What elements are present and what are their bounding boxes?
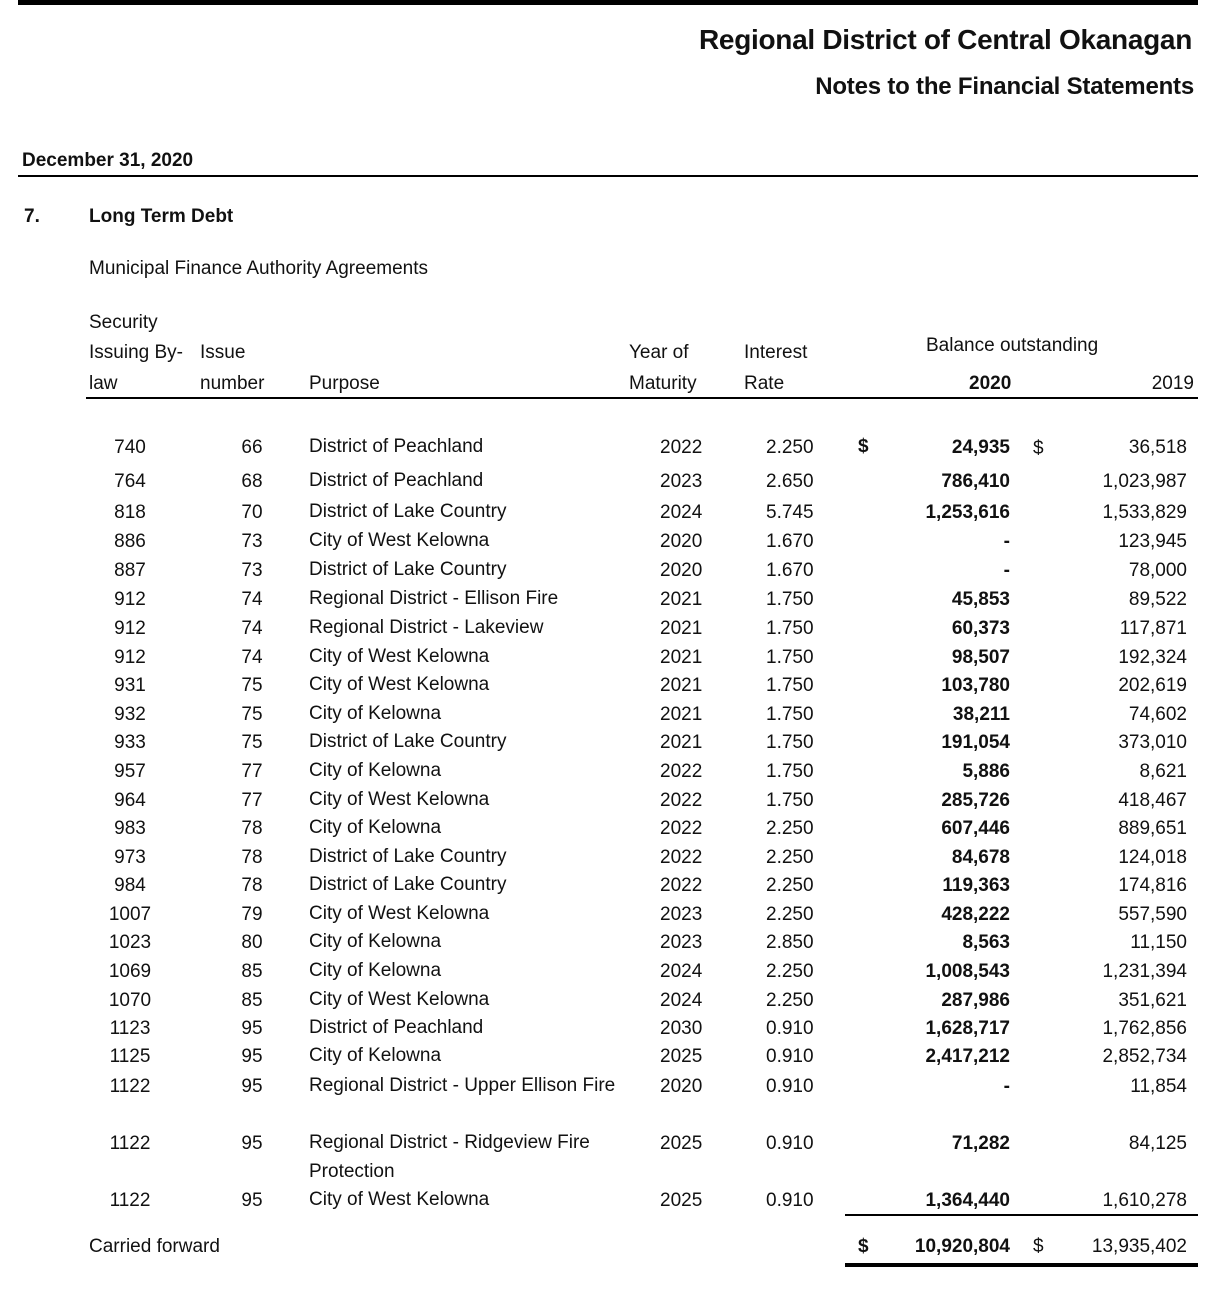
balance-2020-cell: 98,507 [951, 647, 1010, 668]
issue-number-cell: 75 [241, 732, 263, 753]
balance-2020-cell: - [1003, 1076, 1010, 1097]
balance-2020-cell: 191,054 [941, 732, 1010, 753]
top-rule [18, 0, 1198, 5]
bylaw-cell: 973 [114, 847, 146, 868]
purpose-cell: City of Kelowna [309, 703, 442, 724]
balance-2019-cell: 192,324 [1118, 647, 1187, 668]
balance-2020-cell: 60,373 [951, 618, 1010, 639]
maturity-year-cell: 2025 [660, 1133, 703, 1154]
purpose-cell: City of West Kelowna [309, 674, 490, 695]
balance-2020-cell: - [1003, 531, 1010, 552]
issue-number-cell: 73 [241, 531, 263, 552]
purpose-cell: District of Peachland [309, 436, 484, 457]
issue-number-cell: 77 [241, 790, 263, 811]
balance-2019-cell: 2,852,734 [1102, 1046, 1187, 1067]
maturity-year-cell: 2020 [660, 1076, 703, 1097]
header-2020: 2020 [969, 373, 1012, 394]
bylaw-cell: 1122 [109, 1076, 151, 1097]
balance-2019-cell: 1,533,829 [1102, 502, 1187, 523]
maturity-year-cell: 2030 [660, 1018, 703, 1039]
purpose-cell: City of West Kelowna [309, 1189, 490, 1210]
header-balance-outstanding: Balance outstanding [926, 335, 1099, 356]
balance-2020-cell: 84,678 [951, 847, 1010, 868]
purpose-cell: City of Kelowna [309, 960, 442, 981]
interest-rate-cell: 0.910 [766, 1018, 814, 1039]
balance-2020-cell: 1,628,717 [925, 1018, 1010, 1039]
interest-rate-cell: 2.250 [766, 875, 814, 896]
interest-rate-cell: 2.250 [766, 904, 814, 925]
balance-2019-cell: 351,621 [1118, 990, 1187, 1011]
header-bylaw-line3: law [89, 373, 118, 394]
interest-rate-cell: 0.910 [766, 1046, 814, 1067]
issue-number-cell: 85 [241, 990, 263, 1011]
interest-rate-cell: 0.910 [766, 1190, 814, 1211]
purpose-cell: District of Lake Country [309, 731, 507, 752]
maturity-year-cell: 2023 [660, 932, 703, 953]
section-subtitle: Municipal Finance Authority Agreements [89, 258, 429, 279]
interest-rate-cell: 1.750 [766, 732, 814, 753]
balance-2019-cell: 373,010 [1118, 732, 1187, 753]
header-bottom-rule [86, 397, 1198, 399]
maturity-year-cell: 2022 [660, 761, 703, 782]
balance-2020-cell: 5,886 [962, 761, 1010, 782]
bylaw-cell: 933 [114, 732, 146, 753]
purpose-cell: City of Kelowna [309, 760, 442, 781]
purpose-cell: District of Peachland [309, 470, 484, 491]
bylaw-cell: 764 [114, 471, 146, 492]
balance-2019-cell: 889,651 [1118, 818, 1187, 839]
balance-2020-cell: - [1003, 560, 1010, 581]
purpose-cell: City of West Kelowna [309, 530, 490, 551]
maturity-year-cell: 2021 [660, 589, 703, 610]
header-year-line2: Maturity [629, 373, 697, 394]
purpose-cell: District of Lake Country [309, 559, 507, 580]
maturity-year-cell: 2022 [660, 790, 703, 811]
maturity-year-cell: 2021 [660, 647, 703, 668]
issue-number-cell: 95 [241, 1190, 263, 1211]
bylaw-cell: 984 [114, 875, 146, 896]
bylaw-cell: 912 [114, 618, 146, 639]
bylaw-cell: 1122 [109, 1190, 151, 1211]
balance-2020-cell: 2,417,212 [925, 1046, 1010, 1067]
maturity-year-cell: 2024 [660, 961, 703, 982]
balance-2020-cell: 1,253,616 [925, 502, 1010, 523]
bylaw-cell: 818 [114, 502, 146, 523]
balance-2019-cell: 84,125 [1128, 1133, 1187, 1154]
issue-number-cell: 95 [241, 1076, 263, 1097]
maturity-year-cell: 2021 [660, 675, 703, 696]
purpose-cell: District of Lake Country [309, 846, 507, 867]
interest-rate-cell: 1.750 [766, 761, 814, 782]
header-bylaw-line1: Security [89, 312, 158, 333]
balance-2019-cell: 1,231,394 [1102, 961, 1187, 982]
total-double-rule [845, 1263, 1198, 1267]
purpose-cell: City of West Kelowna [309, 989, 490, 1010]
issue-number-cell: 75 [241, 704, 263, 725]
maturity-year-cell: 2020 [660, 560, 703, 581]
balance-2019-cell: 1,762,856 [1102, 1018, 1187, 1039]
interest-rate-cell: 2.250 [766, 437, 814, 458]
maturity-year-cell: 2025 [660, 1046, 703, 1067]
header-year-line1: Year of [629, 342, 689, 363]
issue-number-cell: 95 [241, 1046, 263, 1067]
bylaw-cell: 931 [114, 675, 146, 696]
balance-2020-cell: 1,364,440 [925, 1190, 1010, 1211]
purpose-cell: City of West Kelowna [309, 646, 490, 667]
balance-2020-cell: 607,446 [941, 818, 1010, 839]
bylaw-cell: 1023 [108, 932, 152, 953]
purpose-cell: Regional District - Ellison Fire [309, 588, 559, 609]
balance-2020-cell: 24,935 [951, 437, 1010, 458]
purpose-cell: Regional District - Upper Ellison Fire [309, 1075, 616, 1096]
header-rate-line1: Interest [744, 342, 808, 363]
total-2019: 13,935,402 [1091, 1236, 1187, 1257]
header-issue-line1: Issue [200, 342, 246, 363]
maturity-year-cell: 2023 [660, 904, 703, 925]
maturity-year-cell: 2021 [660, 732, 703, 753]
issue-number-cell: 78 [241, 847, 263, 868]
bylaw-cell: 1122 [109, 1133, 151, 1154]
subtotal-rule [845, 1214, 1198, 1216]
purpose-cell: City of West Kelowna [309, 903, 490, 924]
maturity-year-cell: 2020 [660, 531, 703, 552]
balance-2020-cell: 786,410 [941, 471, 1010, 492]
maturity-year-cell: 2025 [660, 1190, 703, 1211]
balance-2019-cell: 8,621 [1139, 761, 1187, 782]
purpose-cell: City of Kelowna [309, 1045, 442, 1066]
issue-number-cell: 78 [241, 818, 263, 839]
purpose-cell: Regional District - Lakeview [309, 617, 544, 638]
balance-2019-cell: 123,945 [1118, 531, 1187, 552]
total-2020: 10,920,804 [914, 1236, 1010, 1257]
maturity-year-cell: 2021 [660, 704, 703, 725]
section-title: Long Term Debt [89, 206, 234, 227]
issue-number-cell: 66 [241, 437, 263, 458]
issue-number-cell: 74 [241, 647, 263, 668]
interest-rate-cell: 1.750 [766, 675, 814, 696]
interest-rate-cell: 1.750 [766, 589, 814, 610]
bylaw-cell: 964 [114, 790, 146, 811]
bylaw-cell: 740 [114, 437, 146, 458]
purpose-cell: District of Lake Country [309, 501, 507, 522]
balance-2019-cell: 1,023,987 [1102, 471, 1187, 492]
bylaw-cell: 932 [114, 704, 146, 725]
balance-2020-cell: 287,986 [941, 990, 1010, 1011]
issue-number-cell: 70 [241, 502, 263, 523]
balance-2019-cell: 89,522 [1128, 589, 1187, 610]
balance-2019-cell: 117,871 [1119, 618, 1187, 639]
balance-2020-cell: 45,853 [951, 589, 1010, 610]
total-label: Carried forward [89, 1236, 220, 1257]
balance-2019-cell: 418,467 [1118, 790, 1187, 811]
interest-rate-cell: 1.670 [766, 560, 814, 581]
document-title: Notes to the Financial Statements [815, 73, 1194, 100]
header-purpose: Purpose [309, 373, 380, 394]
organization-name: Regional District of Central Okanagan [699, 24, 1192, 55]
purpose-cell: District of Peachland [309, 1017, 484, 1038]
issue-number-cell: 74 [241, 589, 263, 610]
interest-rate-cell: 2.250 [766, 818, 814, 839]
balance-2019-cell: 74,602 [1128, 704, 1187, 725]
interest-rate-cell: 2.250 [766, 847, 814, 868]
balance-2020-cell: 103,780 [941, 675, 1010, 696]
purpose-cell: City of Kelowna [309, 817, 442, 838]
statement-date: December 31, 2020 [22, 150, 194, 171]
issue-number-cell: 77 [241, 761, 263, 782]
balance-2019-cell: 11,854 [1130, 1076, 1187, 1097]
maturity-year-cell: 2022 [660, 437, 703, 458]
bylaw-cell: 912 [114, 589, 146, 610]
bylaw-cell: 912 [114, 647, 146, 668]
balance-2019-cell: 174,816 [1118, 875, 1187, 896]
balance-2019-cell: 36,518 [1128, 437, 1187, 458]
interest-rate-cell: 2.850 [766, 932, 814, 953]
issue-number-cell: 74 [241, 618, 263, 639]
interest-rate-cell: 2.650 [766, 471, 814, 492]
interest-rate-cell: 1.750 [766, 790, 814, 811]
balance-2020-cell: 119,363 [942, 875, 1010, 896]
balance-2020-cell: 71,282 [951, 1133, 1010, 1154]
maturity-year-cell: 2021 [660, 618, 703, 639]
purpose-cell: City of Kelowna [309, 931, 442, 952]
header-bylaw-line2: Issuing By- [89, 342, 183, 363]
interest-rate-cell: 1.750 [766, 647, 814, 668]
interest-rate-cell: 2.250 [766, 990, 814, 1011]
currency-symbol-2019: $ [1033, 438, 1044, 459]
purpose-cell: City of West Kelowna [309, 789, 490, 810]
section-number: 7. [24, 206, 40, 227]
bylaw-cell: 1123 [109, 1018, 151, 1039]
header-rate-line2: Rate [744, 373, 785, 394]
bylaw-cell: 1007 [108, 904, 152, 925]
issue-number-cell: 79 [241, 904, 263, 925]
currency-symbol-2020: $ [858, 436, 869, 457]
bylaw-cell: 957 [114, 761, 146, 782]
header-2019: 2019 [1151, 373, 1194, 394]
balance-2019-cell: 557,590 [1118, 904, 1187, 925]
balance-2020-cell: 8,563 [962, 932, 1010, 953]
interest-rate-cell: 0.910 [766, 1133, 814, 1154]
interest-rate-cell: 2.250 [766, 961, 814, 982]
maturity-year-cell: 2022 [660, 847, 703, 868]
balance-2020-cell: 428,222 [941, 904, 1010, 925]
balance-2019-cell: 1,610,278 [1102, 1190, 1187, 1211]
bylaw-cell: 1070 [108, 990, 152, 1011]
issue-number-cell: 95 [241, 1133, 263, 1154]
balance-2019-cell: 202,619 [1118, 675, 1187, 696]
bylaw-cell: 983 [114, 818, 146, 839]
header-rule [18, 175, 1198, 177]
issue-number-cell: 73 [241, 560, 263, 581]
issue-number-cell: 78 [241, 875, 263, 896]
maturity-year-cell: 2023 [660, 471, 703, 492]
interest-rate-cell: 1.750 [766, 704, 814, 725]
balance-2020-cell: 285,726 [941, 790, 1010, 811]
issue-number-cell: 85 [241, 961, 263, 982]
bylaw-cell: 1069 [108, 961, 152, 982]
issue-number-cell: 95 [241, 1018, 263, 1039]
interest-rate-cell: 0.910 [766, 1076, 814, 1097]
total-currency-2020: $ [858, 1236, 869, 1257]
bylaw-cell: 886 [114, 531, 146, 552]
bylaw-cell: 887 [114, 560, 146, 581]
maturity-year-cell: 2024 [660, 502, 703, 523]
purpose-cell: Regional District - Ridgeview Fire Protection [309, 1132, 590, 1182]
header-issue-line2: number [200, 373, 265, 394]
maturity-year-cell: 2024 [660, 990, 703, 1011]
issue-number-cell: 75 [241, 675, 263, 696]
interest-rate-cell: 1.750 [766, 618, 814, 639]
interest-rate-cell: 1.670 [766, 531, 814, 552]
purpose-cell: District of Lake Country [309, 874, 507, 895]
balance-2020-cell: 38,211 [952, 704, 1010, 725]
issue-number-cell: 68 [241, 471, 263, 492]
balance-2019-cell: 124,018 [1118, 847, 1187, 868]
bylaw-cell: 1125 [109, 1046, 151, 1067]
total-currency-2019: $ [1033, 1236, 1044, 1257]
interest-rate-cell: 5.745 [766, 502, 814, 523]
balance-2019-cell: 11,150 [1130, 932, 1187, 953]
balance-2019-cell: 78,000 [1128, 560, 1187, 581]
maturity-year-cell: 2022 [660, 875, 703, 896]
issue-number-cell: 80 [241, 932, 263, 953]
maturity-year-cell: 2022 [660, 818, 703, 839]
balance-2020-cell: 1,008,543 [925, 961, 1010, 982]
